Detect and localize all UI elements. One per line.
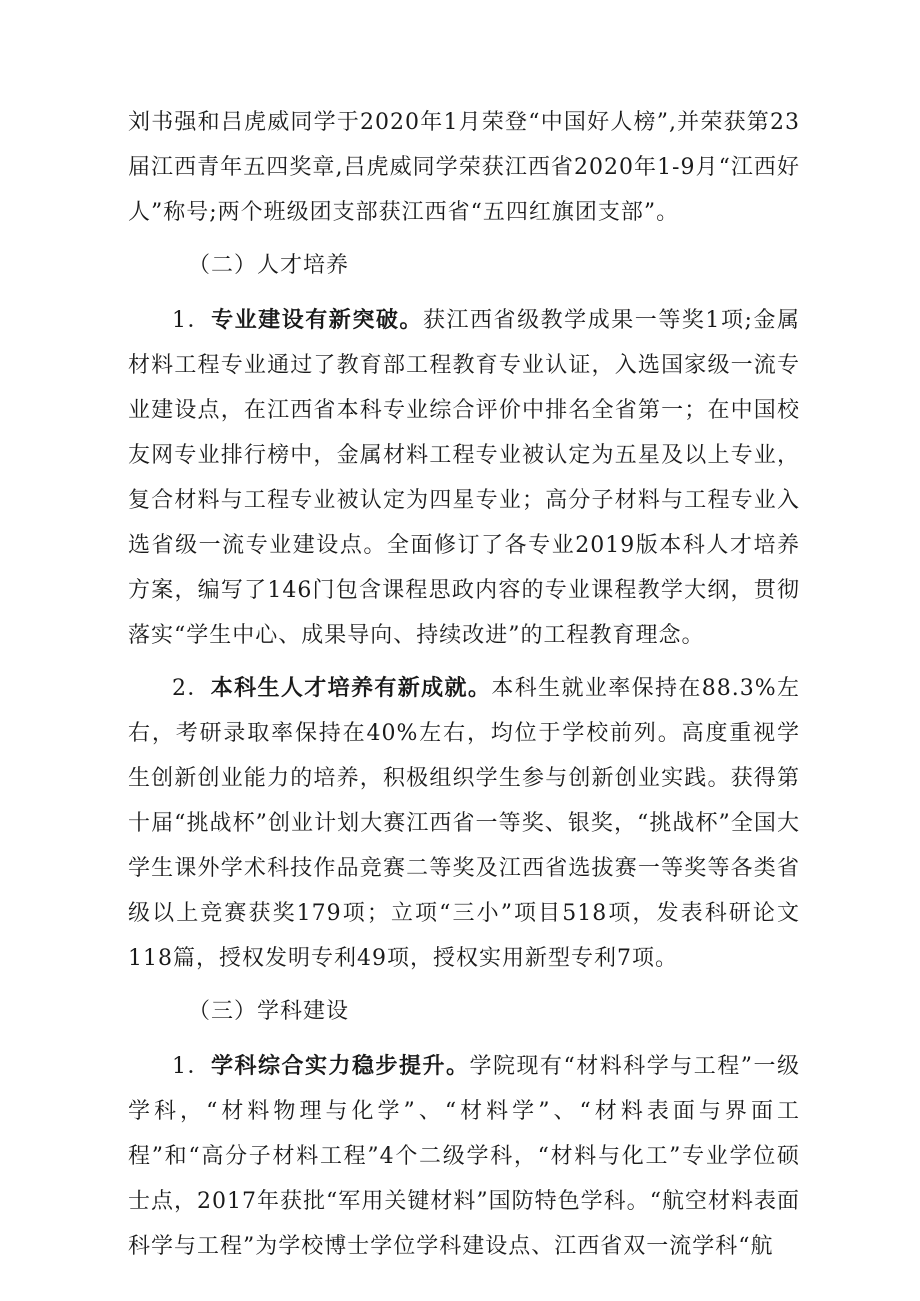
item-number: 1．	[172, 1054, 211, 1079]
paragraph-discipline-strength	[128, 1044, 800, 1269]
paragraph-lead: 学科综合实力稳步提升。	[211, 1054, 470, 1079]
paragraph-body: 获江西省级教学成果一等奖1项;金属材料工程专业通过了教育部工程教育专业认证，入选国家级一流专业建设点，在江西省本科专业综合评价中排名全省第一；在中国校友网专业排行榜中，金属材料工程专业被认定为五星及以上专业，复合材料与工程专业被认定为四星专业；高分子材料与工程专业入选省级一流专业建设点。全面修订了各专业2019版本科人才培养方案，编写了146门包含课程思政内容的专业课程教学大纲，贯彻落实“学生中心、成果导向、持续改进”的工程教育理念。	[128, 308, 800, 648]
section-heading-discipline: （三）学科建设	[188, 999, 350, 1024]
paragraph-lead: 专业建设有新突破。	[211, 308, 423, 333]
paragraph-major-construction	[128, 298, 800, 658]
paragraph-intro: 刘书强和吕虎威同学于2020年1月荣登“中国好人榜”,并荣获第23届江西青年五四奖章,吕虎威同学荣获江西省2020年1-9月“江西好人”称号;两个班级团支部获江西省“五四红旗团支部”。	[128, 110, 800, 225]
section-heading-talent: （二）人才培养	[188, 253, 350, 278]
item-number: 1．	[172, 308, 212, 333]
paragraph-body: 学院现有“材料科学与工程”一级学科，“材料物理与化学”、“材料学”、“材料表面与界面工程”和“高分子材料工程”4个二级学科，“材料与化工”专业学位硕士点，2017年获批“军用关键材料”国防特色学科。“航空材料表面科学与工程”为学校博士学位学科建设点、江西省双一流学科“航	[128, 1054, 800, 1259]
paragraph-undergrad-training	[128, 666, 800, 981]
document-page	[128, 100, 800, 1269]
paragraph-body: 本科生就业率保持在88.3%左右，考研录取率保持在40%左右，均位于学校前列。高度重视学生创新创业能力的培养，积极组织学生参与创新创业实践。获得第十届“挑战杯”创业计划大赛江西省一等奖、银奖，“挑战杯”全国大学生课外学术科技作品竞赛二等奖及江西省选拔赛一等奖等各类省级以上竞赛获奖179项；立项“三小”项目518项，发表科研论文118篇，授权发明专利49项，授权实用新型专利7项。	[128, 676, 801, 971]
paragraph-lead: 本科生人才培养有新成就。	[210, 676, 492, 701]
item-number: 2．	[172, 676, 211, 701]
